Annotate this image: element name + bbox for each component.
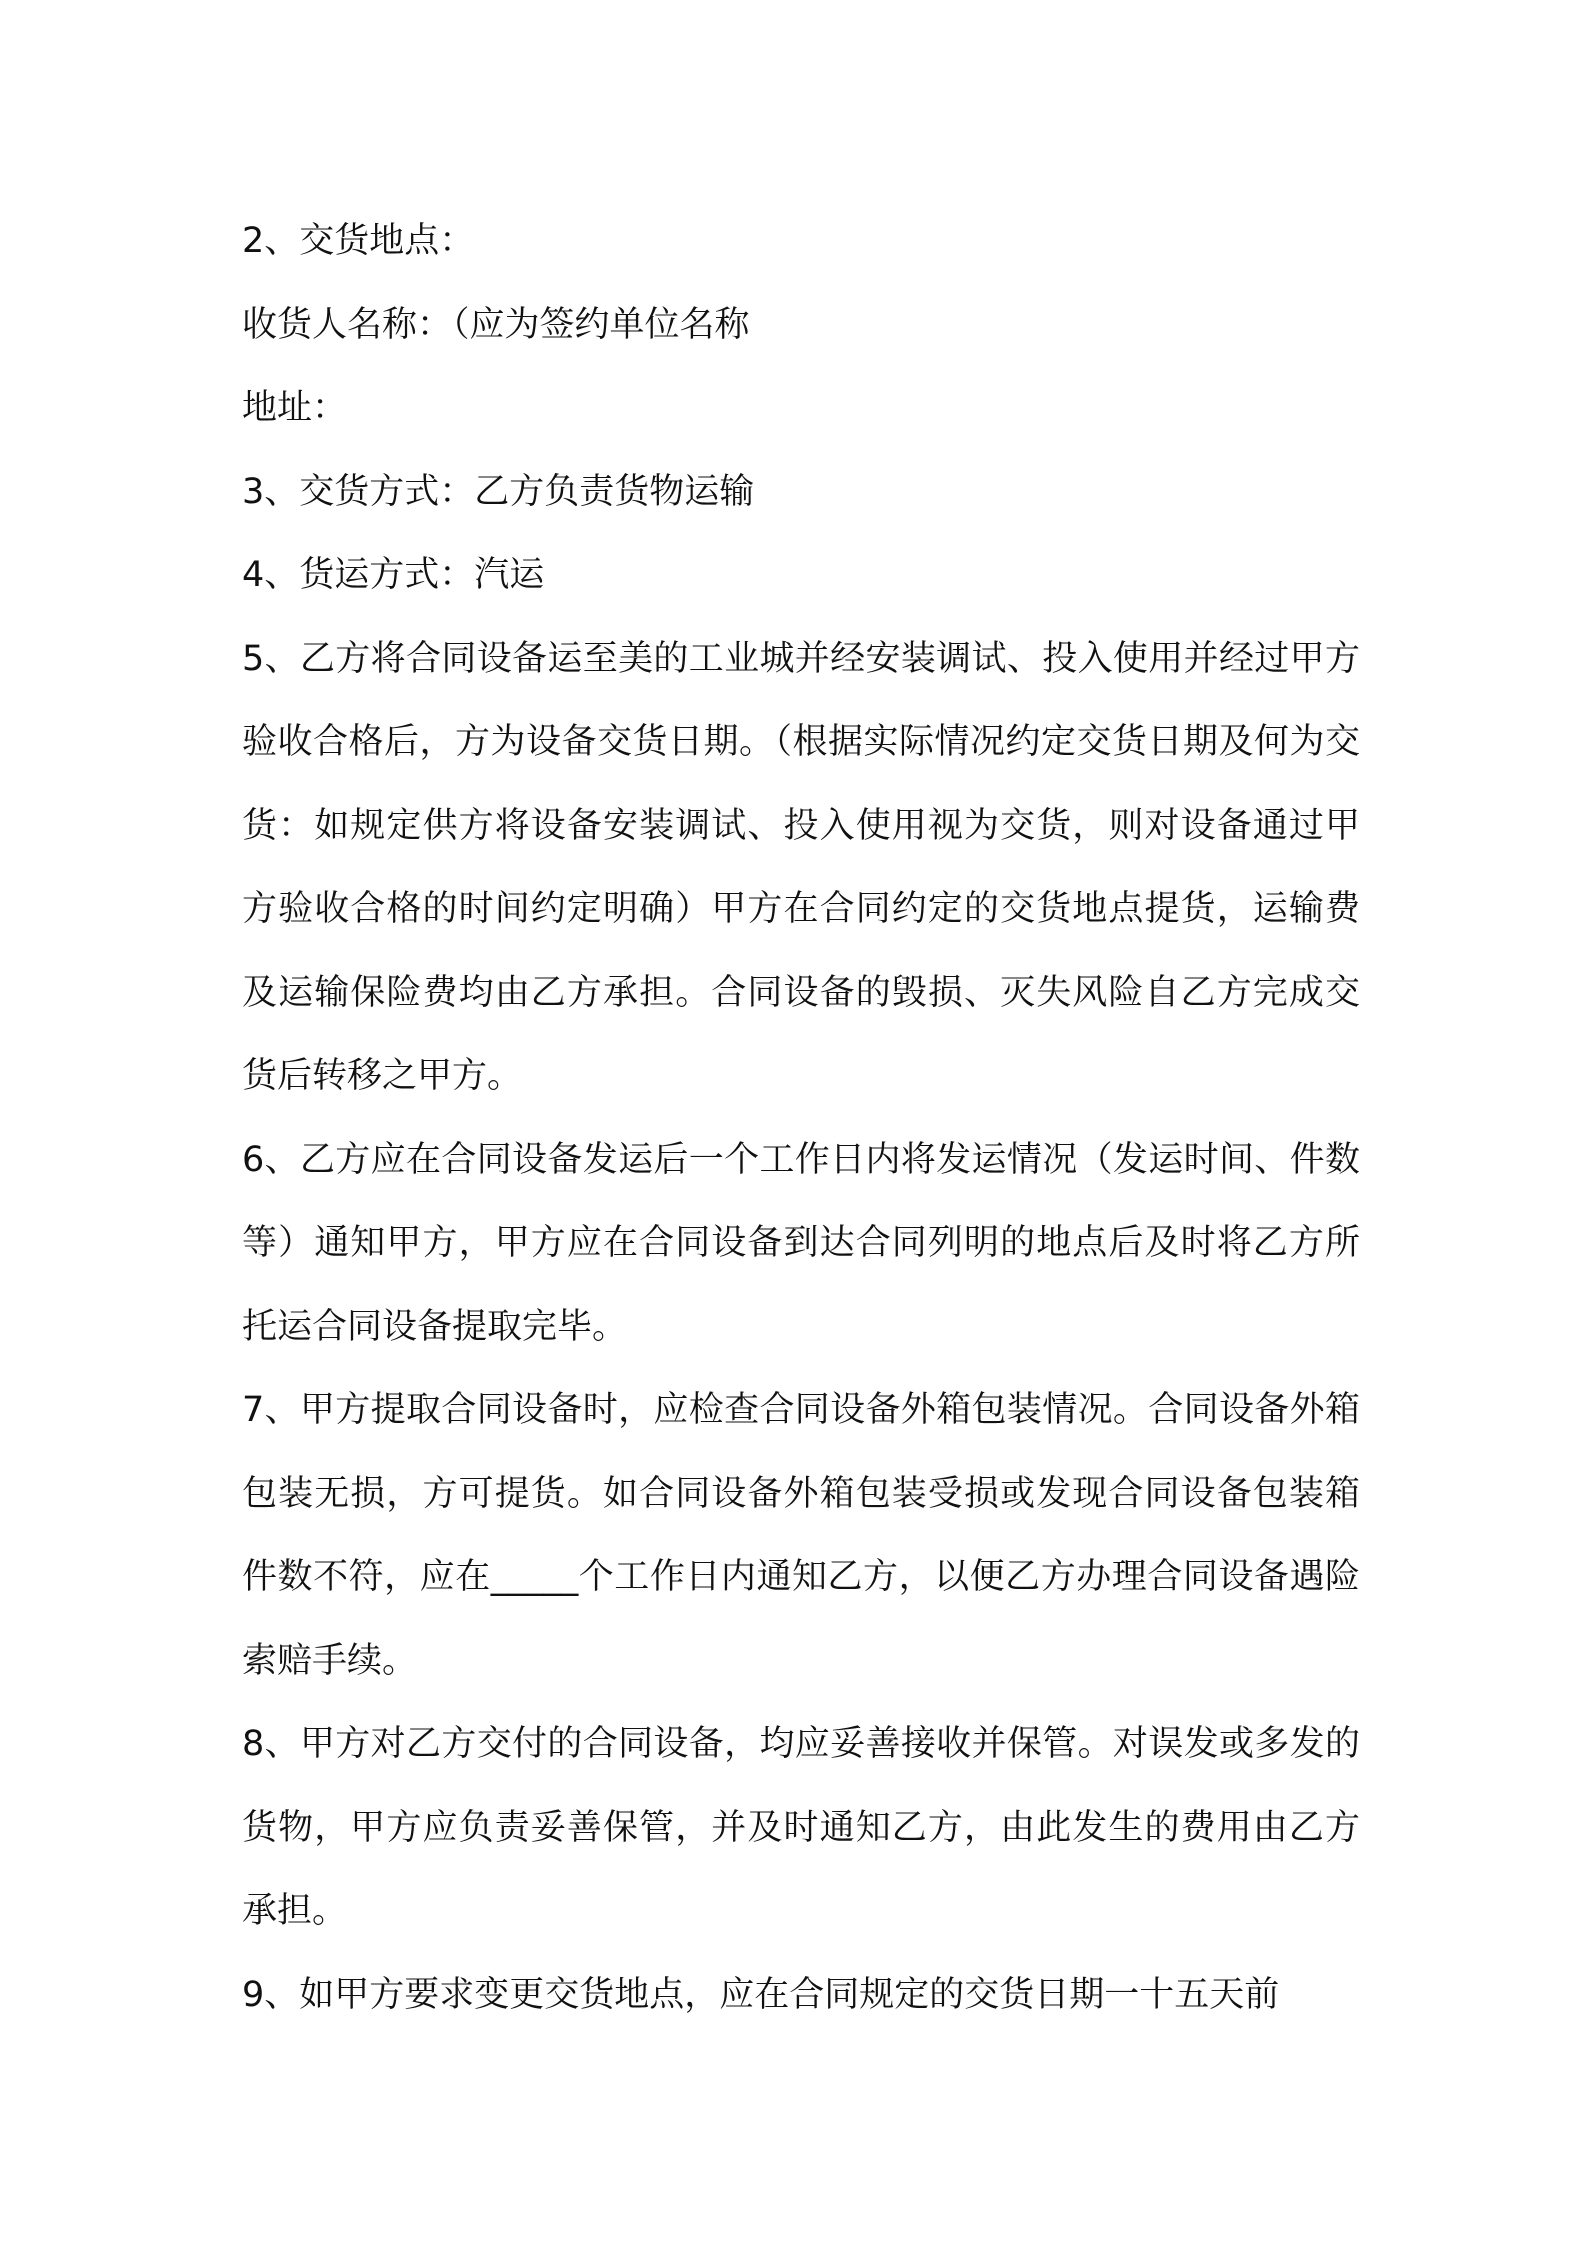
document-body [242, 200, 1360, 2037]
paragraph-delivery-location-heading: 2、交货地点： [242, 221, 475, 261]
paragraph-shipping-method: 4、货运方式：汽运 [242, 555, 545, 595]
paragraph-address: 地址： [242, 388, 348, 428]
paragraph-consignee-name: 收货人名称：（应为签约单位名称 [242, 304, 750, 345]
paragraph-clause-5: 5、乙方将合同设备运至美的工业城并经安装调试、投入使用并经过甲方验收合格后，方为设备交货日期。（根据实际情况约定交货日期及何为交货：如规定供方将设备安装调试、投入使用视为交货，则对设备通过甲方验收合格的时间约定明确）甲方在合同约定的交货地点提货，运输费及运输保险费均由乙方承担。合同设备的毁损、灭失风险自乙方完成交货后转移之甲方。 [242, 638, 1360, 1096]
paragraph-clause-7: 7、甲方提取合同设备时，应检查合同设备外箱包装情况。合同设备外箱包装无损，方可提货。如合同设备外箱包装受损或发现合同设备包装箱件数不符，应在_____个工作日内通知乙方，以便乙方办理合同设备遇险索赔手续。 [242, 1390, 1360, 1681]
paragraph-clause-9: 9、如甲方要求变更交货地点，应在合同规定的交货日期一十五天前 [242, 1974, 1280, 2015]
paragraph-clause-8: 8、甲方对乙方交付的合同设备，均应妥善接收并保管。对误发或多发的货物，甲方应负责妥善保管，并及时通知乙方，由此发生的费用由乙方承担。 [242, 1724, 1360, 1931]
paragraph-delivery-method: 3、交货方式：乙方负责货物运输 [242, 471, 755, 512]
paragraph-clause-6: 6、乙方应在合同设备发运后一个工作日内将发运情况（发运时间、件数等）通知甲方，甲方应在合同设备到达合同列明的地点后及时将乙方所托运合同设备提取完毕。 [242, 1139, 1360, 1347]
